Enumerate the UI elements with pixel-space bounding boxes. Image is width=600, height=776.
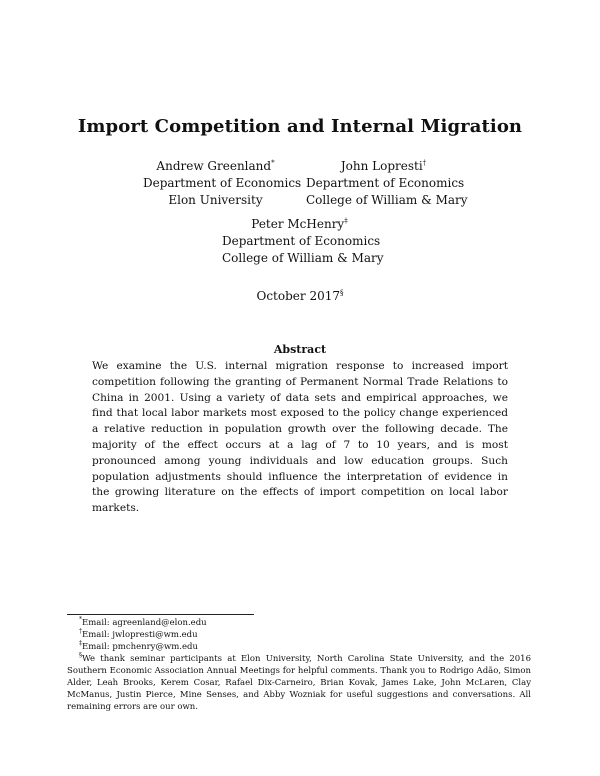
author-institution: Elon University — [168, 193, 263, 207]
footnote: ‡Email: pmchenry@wm.edu — [79, 640, 198, 652]
footnote: *Email: agreenland@elon.edu — [79, 616, 207, 628]
author-name: Peter McHenry‡ — [251, 217, 348, 231]
author-block-lopresti — [306, 158, 468, 209]
footnote-mark: * — [271, 159, 275, 167]
paper-title: Import Competition and Internal Migration — [77, 116, 523, 137]
footnote-mark: § — [339, 289, 344, 297]
author-block-greenland — [143, 158, 302, 209]
author-name: Andrew Greenland* — [156, 159, 275, 173]
author-institution: College of William & Mary — [306, 193, 468, 207]
footnote-divider — [67, 614, 254, 615]
footnote-mark: † — [422, 159, 427, 167]
author-department: Department of Economics — [143, 176, 302, 190]
author-department: Department of Economics — [306, 176, 465, 190]
paper-date: October 2017§ — [256, 289, 344, 303]
footnote-acknowledgements: §We thank seminar participants at Elon University, North Carolina State University, and the 2016 Southern Economic Association Annual Meetings for helpful comments. Thank you to Rodrigo Adão, Simon Alder, Leah Brooks, Kerem Cosar, Rafael Dix-Carneiro, Brian Kovak, James Lake, John McLaren, Clay McManus, Justin Pierce, Mine Senses, and Abby Wozniak for useful suggestions and conversations. All remaining errors are our own. — [67, 652, 531, 712]
author-name: John Lopresti† — [340, 159, 427, 173]
footnotes — [67, 617, 531, 713]
author-institution: College of William & Mary — [222, 251, 384, 265]
author-department: Department of Economics — [222, 234, 381, 248]
author-block-mchenry — [222, 216, 384, 267]
abstract-text: We examine the U.S. internal migration response to increased import competition following the granting of Permanent Normal Trade Relations to China in 2001. Using a variety of data sets and empirical approaches, we find that local labor markets most exposed to the policy change experienced a relative reduction in population growth over the following decade. The majority of the effect occurs at a lag of 7 to 10 years, and is most pronounced among young individuals and low education groups. Such population adjustments should influence the interpretation of evidence in the growing literature on the effects of import competition on local labor markets. — [92, 360, 508, 515]
footnote: †Email: jwlopresti@wm.edu — [79, 628, 198, 640]
footnote-mark: ‡ — [344, 217, 348, 225]
abstract-heading: Abstract — [273, 343, 327, 356]
